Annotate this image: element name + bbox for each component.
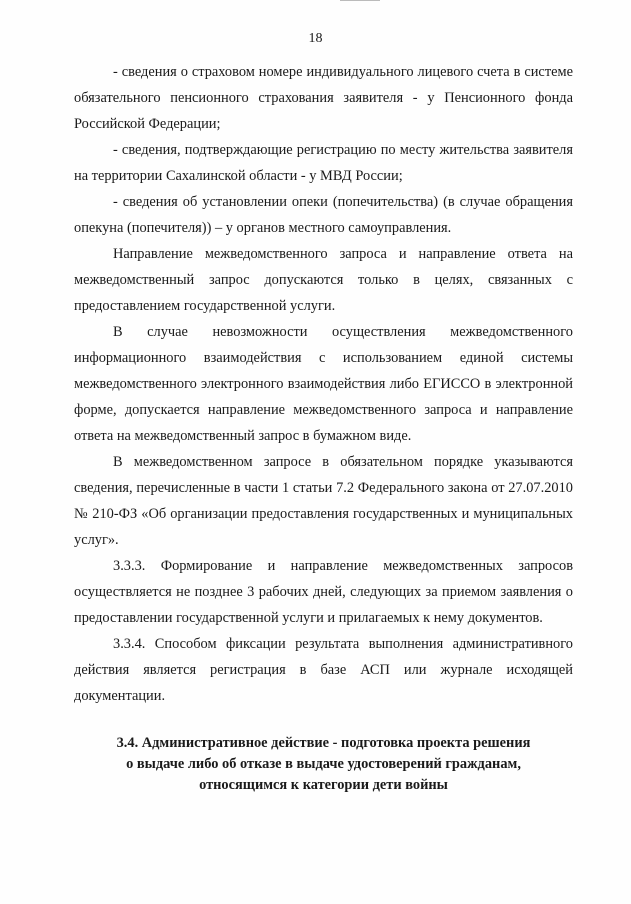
paragraph-pension-info: - сведения о страховом номере индивидуального лицевого счета в системе обязательного пенсионного страхования заявителя - у Пенсионного фонда Российской Федерации;: [74, 64, 573, 132]
section-heading-3-4: [74, 733, 573, 796]
paragraph-registration-info: - сведения, подтверждающие регистрацию по месту жительства заявителя на территории Сахалинской области - у МВД России;: [74, 142, 573, 184]
paragraph-guardianship-info: - сведения об установлении опеки (попечительства) (в случае обращения опекуна (попечителя)) – у органов местного самоуправления.: [74, 194, 573, 236]
document-body: [74, 59, 573, 709]
paragraph-paper-request: В случае невозможности осуществления межведомственного информационного взаимодействия с использованием единой системы межведомственного электронного взаимодействия либо ЕГИССО в электронной форме, допускается направление межведомственного запроса и направление ответа на межведомственный запрос в бумажном виде.: [74, 324, 573, 444]
page-number: 18: [308, 31, 323, 46]
paragraph-request-contents: В межведомственном запросе в обязательном порядке указываются сведения, перечисленные в части 1 статьи 7.2 Федерального закона от 27.07.2010 № 210-ФЗ «Об организации предоставления государственных и муниципальных услуг».: [74, 454, 573, 548]
top-edge-mark: [340, 0, 380, 1]
heading-line: относящимся к категории дети войны: [199, 777, 448, 793]
paragraph-3-3-3: 3.3.3. Формирование и направление межведомственных запросов осуществляется не позднее 3 рабочих дней, следующих за приемом заявления о предоставлении государственной услуги и прилагаемых к нему документов.: [74, 558, 573, 626]
heading-line: 3.4. Административное действие - подготовка проекта решения: [116, 735, 531, 751]
paragraph-3-3-4: 3.3.4. Способом фиксации результата выполнения административного действия является регистрация в базе АСП или журнале исходящей документации.: [74, 636, 573, 704]
paragraph-request-purpose: Направление межведомственного запроса и направление ответа на межведомственный запрос допускаются только в целях, связанных с предоставлением государственной услуги.: [74, 246, 573, 314]
heading-line: о выдаче либо об отказе в выдаче удостоверений гражданам,: [126, 756, 521, 772]
